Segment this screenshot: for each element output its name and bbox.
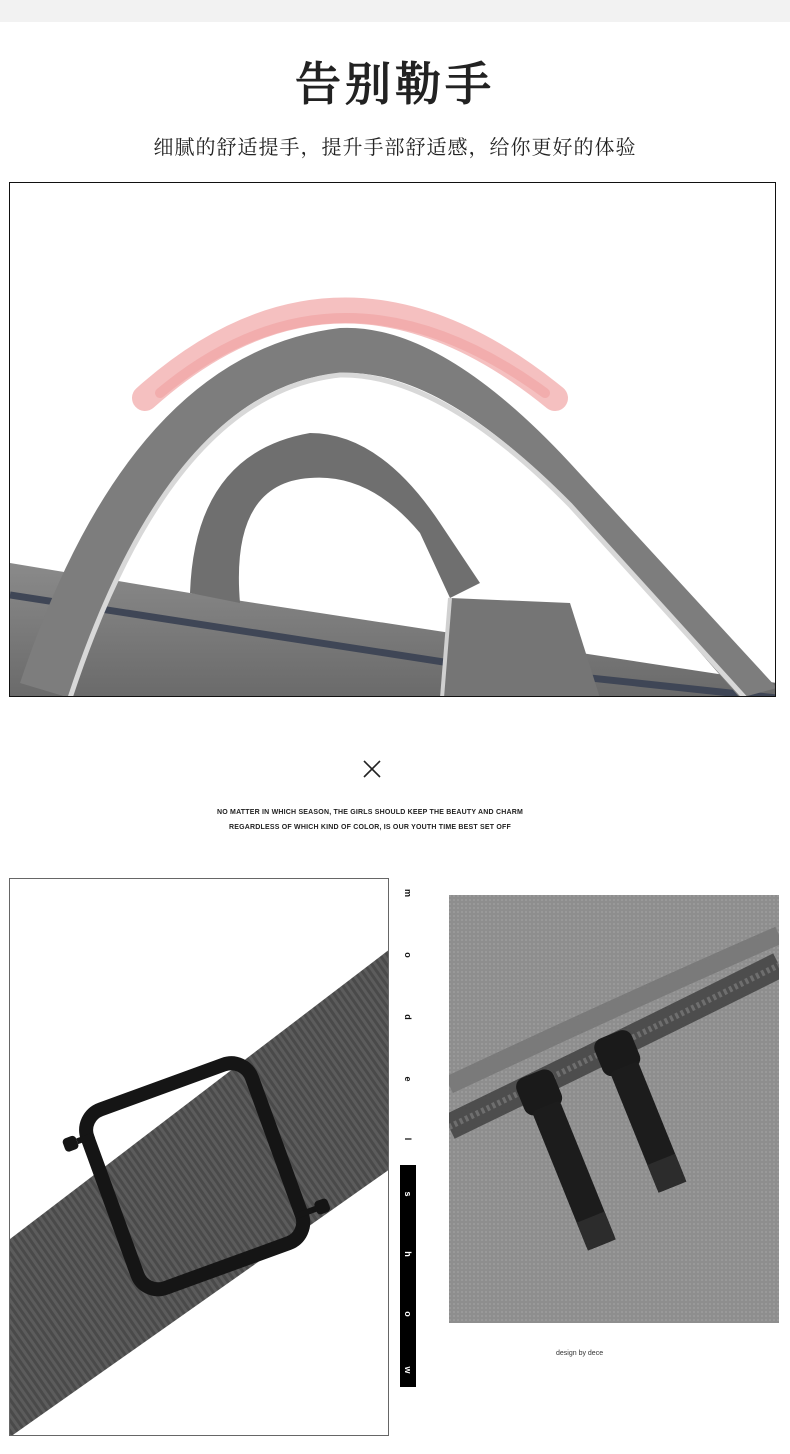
vertical-black-bar bbox=[400, 1165, 416, 1387]
vertical-letter: s bbox=[403, 1191, 413, 1197]
vertical-letter: o bbox=[403, 1311, 413, 1317]
zipper-illustration bbox=[449, 895, 779, 1323]
caption-line-2: REGARDLESS OF WHICH KIND OF COLOR, IS OUR YOUTH TIME BEST SET OFF bbox=[229, 824, 511, 831]
zipper-photo bbox=[449, 895, 779, 1323]
vertical-letter: w bbox=[403, 1366, 413, 1374]
handle-illustration bbox=[10, 183, 776, 697]
vertical-letter: e bbox=[403, 1076, 413, 1082]
vertical-text-strip bbox=[400, 878, 416, 1388]
page-subtitle: 细腻的舒适提手，提升手部舒适感，给你更好的体验 bbox=[153, 135, 637, 159]
vertical-letter: d bbox=[403, 1014, 413, 1020]
vertical-letter: h bbox=[403, 1251, 413, 1257]
handle-photo bbox=[9, 182, 776, 697]
vertical-letter: o bbox=[403, 952, 413, 958]
strap-buckle-photo bbox=[9, 878, 389, 1436]
page-title: 告别勒手 bbox=[295, 57, 495, 111]
vertical-letter: m bbox=[403, 888, 413, 897]
close-icon bbox=[360, 757, 384, 781]
top-band bbox=[0, 0, 790, 22]
design-credit: design by dece bbox=[556, 1350, 604, 1357]
vertical-letter: l bbox=[403, 1137, 413, 1141]
strap-illustration bbox=[10, 879, 389, 1436]
caption-line-1: NO MATTER IN WHICH SEASON, THE GIRLS SHOULD KEEP THE BEAUTY AND CHARM bbox=[217, 809, 523, 816]
